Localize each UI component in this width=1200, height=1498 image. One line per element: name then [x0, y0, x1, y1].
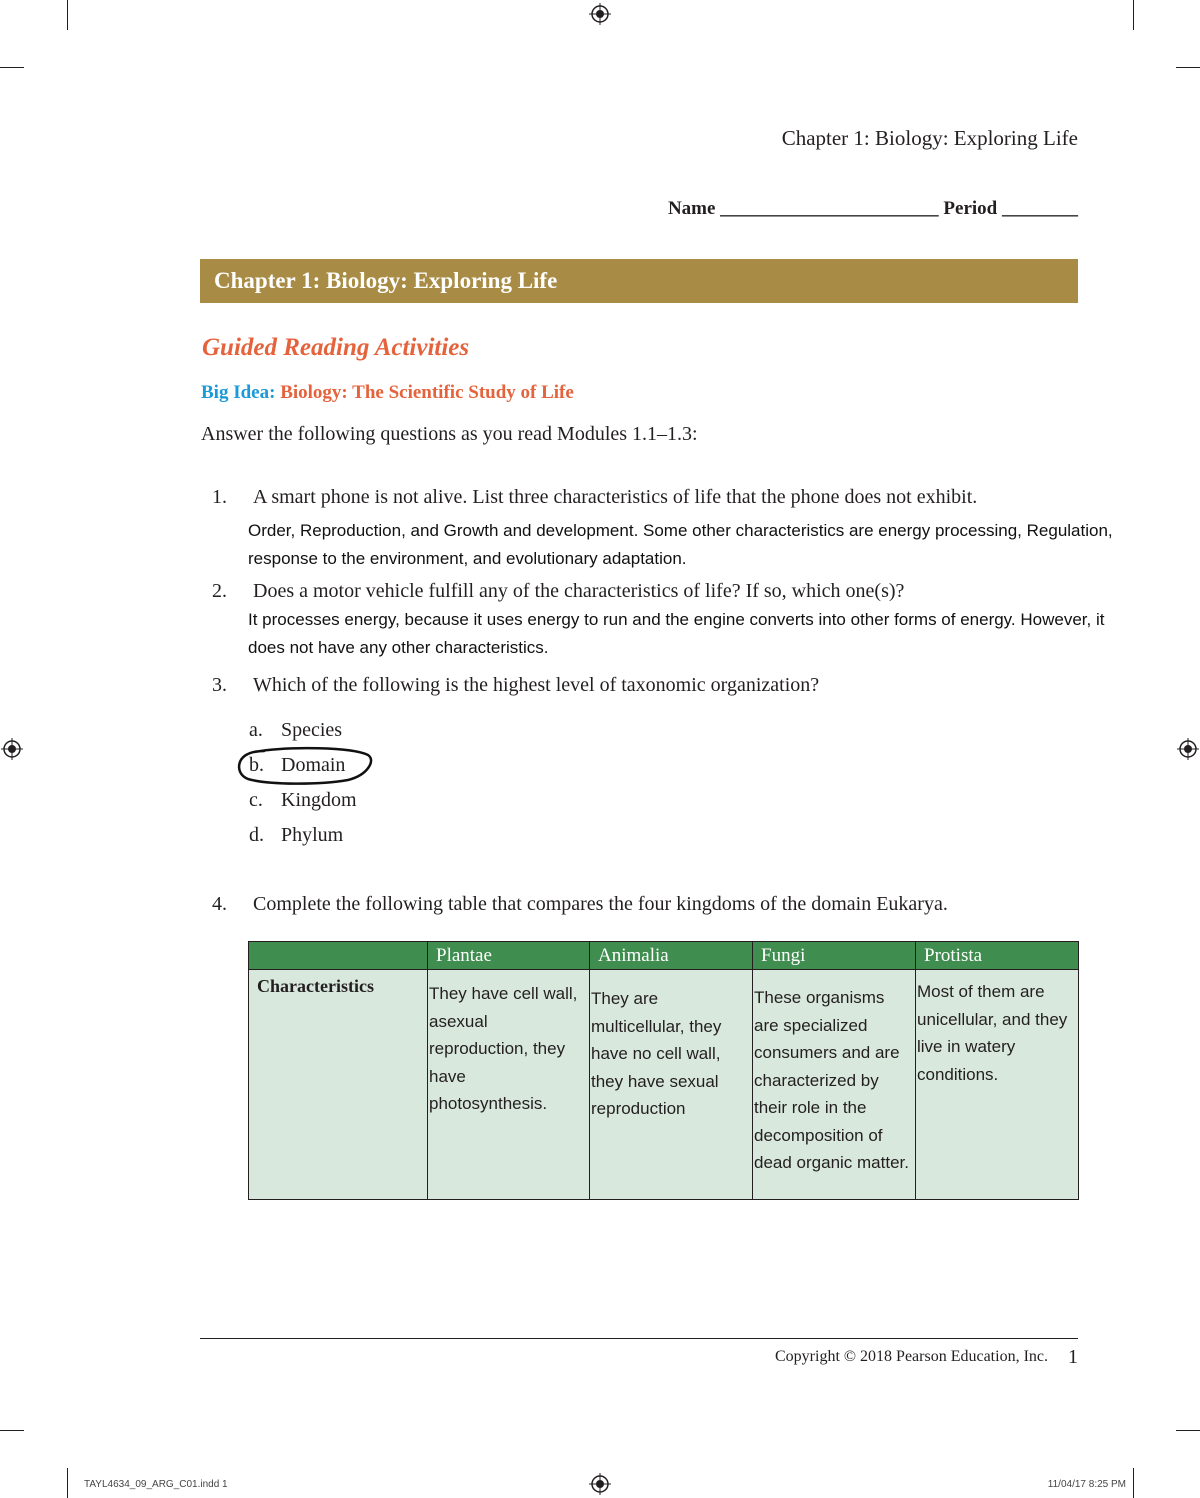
big-idea-value: Biology: The Scientific Study of Life — [280, 382, 574, 403]
answer-text: It processes energy, because it uses energy to run and the engine converts into other forms of energy. However, it — [248, 610, 1105, 629]
question-number: 4. — [212, 893, 227, 915]
table-header-cell: Fungi — [753, 942, 916, 970]
crop-mark — [0, 67, 24, 68]
registration-mark-icon — [1177, 738, 1199, 760]
kingdoms-table — [248, 941, 1079, 1200]
question-number: 2. — [212, 580, 227, 602]
big-idea-label: Big Idea: — [201, 382, 276, 403]
table-header-cell — [249, 942, 428, 970]
print-slug-left: TAYL4634_09_ARG_C01.indd 1 — [84, 1479, 228, 1490]
crop-mark — [0, 1430, 24, 1431]
crop-mark — [67, 0, 68, 30]
table-header-row — [249, 942, 1079, 970]
question-number: 1. — [212, 486, 227, 508]
table-header-cell: Animalia — [590, 942, 753, 970]
answer-text: response to the environment, and evolutionary adaptation. — [248, 549, 687, 568]
answer-text: Order, Reproduction, and Growth and development. Some other characteristics are energy processing, Regulation, — [248, 521, 1113, 540]
crop-mark — [1176, 1430, 1200, 1431]
option-letter: d. — [249, 824, 264, 846]
print-slug-right: 11/04/17 8:25 PM — [1047, 1479, 1126, 1490]
table-cell: They have cell wall, asexual reproduction, they have photosynthesis. — [428, 970, 590, 1200]
chapter-title: Chapter 1: Biology: Exploring Life — [214, 268, 558, 293]
table-header-cell: Plantae — [428, 942, 590, 970]
instructions: Answer the following questions as you read Modules 1.1–1.3: — [201, 423, 698, 445]
option-text: Domain — [281, 754, 346, 776]
table-row — [249, 970, 1079, 1200]
option-letter: c. — [249, 789, 263, 811]
crop-mark — [1176, 67, 1200, 68]
table-header-cell: Protista — [916, 942, 1079, 970]
page-number: 1 — [1068, 1346, 1078, 1368]
option-item — [249, 719, 342, 742]
question-text: Does a motor vehicle fulfill any of the characteristics of life? If so, which one(s)? — [253, 580, 905, 602]
footer-rule — [200, 1338, 1078, 1339]
question-text: A smart phone is not alive. List three characteristics of life that the phone does not exhibit. — [253, 486, 978, 508]
crop-mark — [1133, 0, 1134, 30]
question-text: Which of the following is the highest level of taxonomic organization? — [253, 674, 820, 696]
answer-text: does not have any other characteristics. — [248, 638, 549, 657]
option-item — [249, 789, 357, 812]
option-letter: a. — [249, 719, 263, 741]
handwritten-circle — [234, 745, 376, 787]
registration-mark-icon — [1, 738, 23, 760]
crop-mark — [1133, 1468, 1134, 1498]
question-text: Complete the following table that compares the four kingdoms of the domain Eukarya. — [253, 893, 948, 915]
registration-mark-icon — [589, 1473, 611, 1495]
question-number: 3. — [212, 674, 227, 696]
option-text: Kingdom — [281, 789, 357, 811]
section-title: Guided Reading Activities — [202, 334, 470, 361]
crop-mark — [67, 1468, 68, 1498]
table-cell: They are multicellular, they have no cell wall, they have sexual reproduction — [590, 970, 753, 1200]
table-row-label: Characteristics — [249, 970, 428, 1200]
running-header: Chapter 1: Biology: Exploring Life — [781, 126, 1078, 150]
big-idea — [201, 382, 574, 404]
option-item — [249, 824, 343, 847]
option-text: Species — [281, 719, 343, 741]
name-period-line: Name _______________________ Period ________ — [667, 198, 1078, 219]
copyright: Copyright © 2018 Pearson Education, Inc. — [775, 1348, 1048, 1365]
option-text: Phylum — [281, 824, 344, 846]
chapter-banner — [200, 259, 1078, 303]
option-letter: b. — [249, 754, 264, 776]
table-cell: These organisms are specialized consumers and are characterized by their role in the decomposition of dead organic matter. — [753, 970, 916, 1200]
registration-mark-icon — [589, 3, 611, 25]
table-cell: Most of them are unicellular, and they live in watery conditions. — [916, 970, 1079, 1200]
